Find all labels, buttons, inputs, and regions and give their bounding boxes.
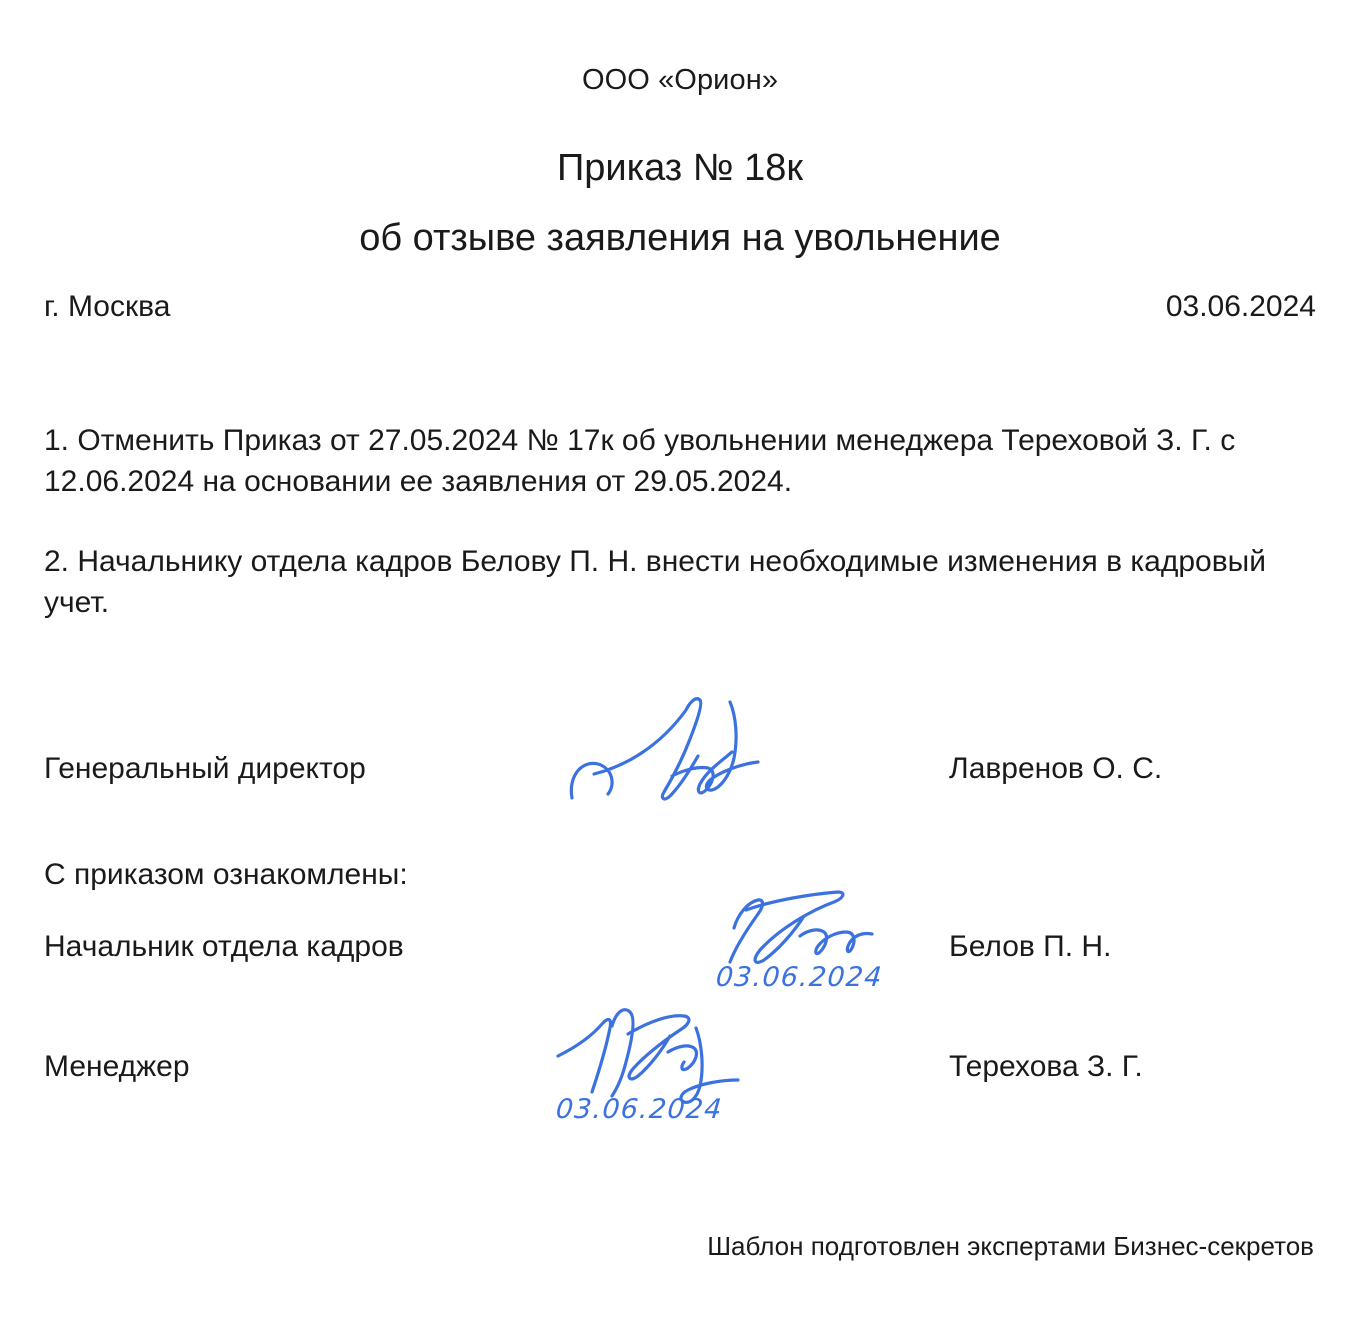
clause-item: 2. Начальнику отдела кадров Белову П. Н. внести необходимые изменения в кадровый учет.: [44, 544, 1266, 620]
order-subtitle: об отзыве заявления на увольнение: [359, 217, 1001, 259]
place-date-row: [44, 290, 1316, 324]
place-label: г. Москва: [44, 290, 171, 323]
organization-name: ООО «Орион»: [581, 64, 779, 96]
document-date: 03.06.2024: [1165, 290, 1316, 323]
signature-role: Начальник отдела кадров: [44, 930, 404, 963]
signature-name: Лавренов О. С.: [949, 752, 1163, 785]
signature-date: 03.06.2024: [714, 962, 884, 993]
signature-date: 03.06.2024: [554, 1094, 724, 1125]
footer-note: Шаблон подготовлен экспертами Бизнес-секретов: [707, 1231, 1314, 1261]
signature-name: Белов П. Н.: [949, 930, 1112, 963]
acknowledgement-label: С приказом ознакомлены:: [44, 858, 408, 891]
signature-name: Терехова З. Г.: [949, 1050, 1143, 1083]
signature-mark-manager: [556, 1004, 746, 1108]
clause-list: [44, 420, 1314, 662]
signature-mark-director: [564, 690, 774, 810]
signature-role: Генеральный директор: [44, 752, 366, 785]
order-title: Приказ № 18к: [556, 147, 804, 189]
signature-role: Менеджер: [44, 1050, 190, 1083]
document-body: [44, 0, 1316, 1320]
clause-item: 1. Отменить Приказ от 27.05.2024 № 17к об увольнении менеджера Тереховой З. Г. с 12.06.2024 на основании ее заявления от 29.05.2024.: [44, 424, 1236, 499]
